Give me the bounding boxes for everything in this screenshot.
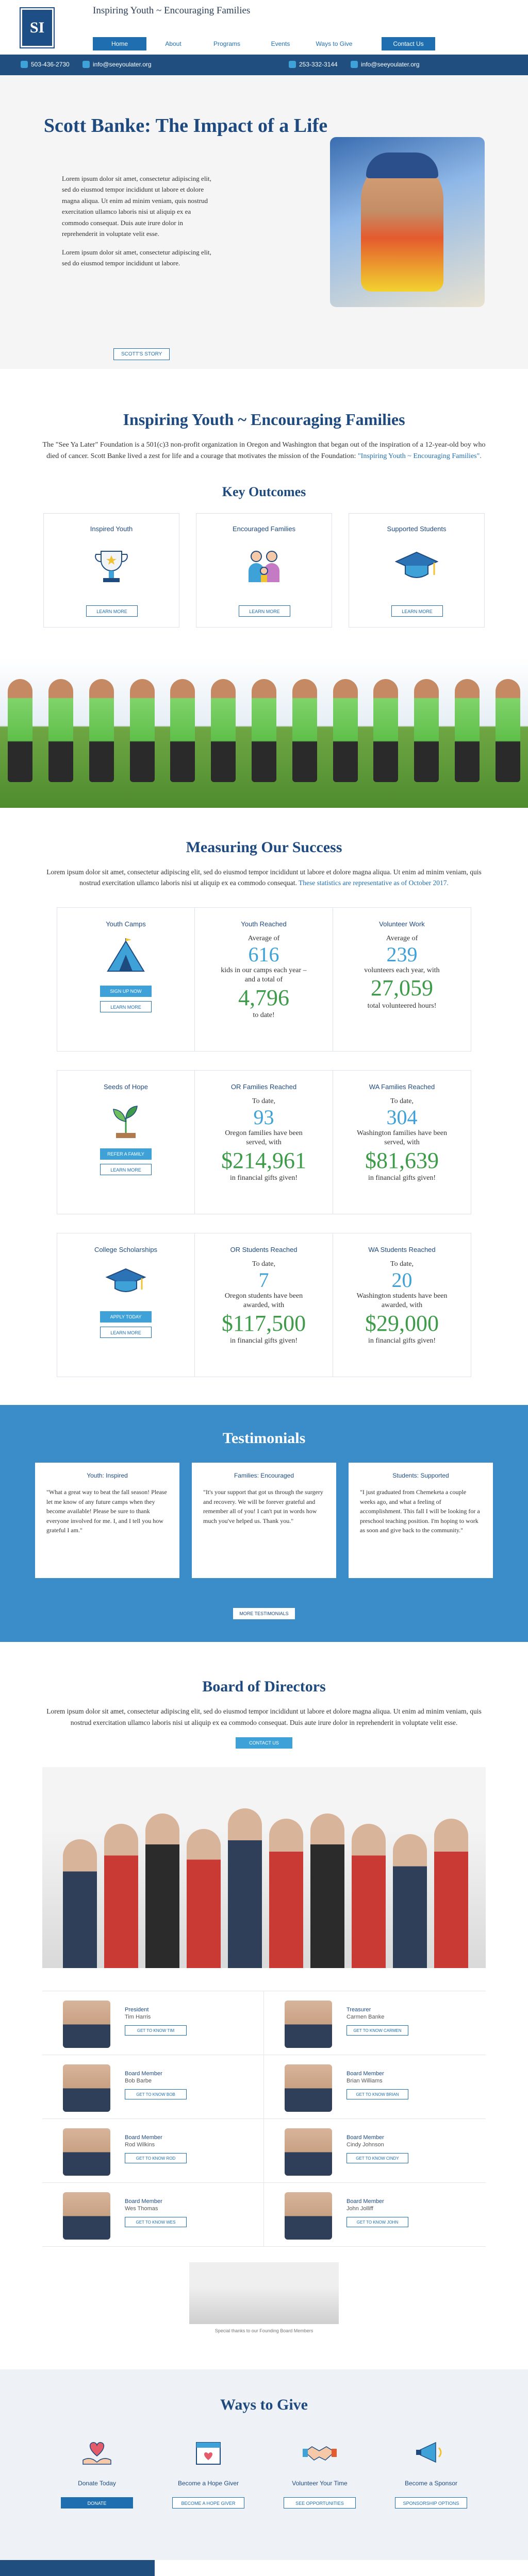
family-icon xyxy=(238,541,290,592)
graduation-cap-icon xyxy=(391,541,442,592)
oregon-email[interactable]: info@seeyoulater.org xyxy=(82,61,152,68)
contact-info-bar xyxy=(0,55,528,75)
stat-card: Volunteer Work Average of 239 volunteers each year, with 27,059 total volunteered hours! xyxy=(333,907,471,1052)
stats-row-youth-camps xyxy=(0,907,528,1052)
mission-title: Inspiring Youth ~ Encouraging Families xyxy=(123,410,405,429)
trophy-icon xyxy=(86,541,137,592)
learn-more-button[interactable]: LEARN MORE xyxy=(100,1327,152,1338)
calendar-heart-icon xyxy=(190,2434,226,2470)
board-title: Board of Directors xyxy=(202,1677,326,1695)
smart-giving-panel xyxy=(155,2560,528,2576)
board-section xyxy=(0,1642,528,2333)
signup-and-smart-giving xyxy=(0,2560,528,2576)
success-section xyxy=(0,808,528,1377)
get-to-know-button[interactable]: GET TO KNOW TIM xyxy=(125,2025,187,2036)
member-photo xyxy=(63,2192,110,2240)
testimonial-card: Students: Supported "I just graduated from Chemeketa a couple weeks ago, and what a feeling of accomplishment. This fall I will be looking for a preschool teaching position. I'm hoping to work as soon and give back to the community." xyxy=(349,1463,493,1578)
mail-icon xyxy=(82,61,90,68)
outcome-card-supported-students: Supported Students LEARN MORE xyxy=(349,513,485,628)
give-card-volunteer: Volunteer Your Time SEE OPPORTUNITIES xyxy=(273,2434,366,2509)
board-member: Board Member Brian Williams GET TO KNOW BRIAN xyxy=(264,2055,486,2119)
outcome-card-inspired-youth: Inspired Youth LEARN MORE xyxy=(43,513,179,628)
main-nav xyxy=(93,37,435,50)
donate-button[interactable]: DONATE xyxy=(61,2497,133,2509)
handshake-icon xyxy=(302,2434,338,2470)
mission-link[interactable]: "Inspiring Youth ~ Encouraging Families". xyxy=(357,452,482,461)
oregon-phone[interactable]: 503-436-2730 xyxy=(21,61,70,68)
board-member: Board Member Bob Barbe GET TO KNOW BOB xyxy=(42,2055,264,2119)
washington-phone[interactable]: 253-332-3144 xyxy=(289,61,338,68)
program-card: Seeds of Hope REFER A FAMILY LEARN MORE xyxy=(57,1070,195,1214)
hero-paragraph: Lorem ipsum dolor sit amet, consectetur adipiscing elit, sed do eiusmod tempor incididunt ut labore. xyxy=(62,248,211,267)
graduation-cap-icon xyxy=(103,1260,149,1306)
stat-card: WA Students Reached To date, 20 Washington students have been awarded, with $29,000 in financial gifts given! xyxy=(333,1233,471,1377)
member-photo xyxy=(285,2128,332,2176)
program-card: Youth Camps SIGN UP NOW LEARN MORE xyxy=(57,907,195,1052)
become-hope-giver-button[interactable]: BECOME A HOPE GIVER xyxy=(172,2497,244,2509)
get-to-know-button[interactable]: GET TO KNOW CINDY xyxy=(346,2153,408,2163)
stat-card: Youth Reached Average of 616 kids in our camps each year – and a total of 4,796 to date! xyxy=(195,907,333,1052)
get-to-know-button[interactable]: GET TO KNOW BRIAN xyxy=(346,2089,408,2099)
learn-more-button[interactable]: LEARN MORE xyxy=(100,1164,152,1175)
campers-photo xyxy=(0,658,528,808)
hero-section xyxy=(0,75,528,369)
site-header xyxy=(0,0,528,55)
board-member: President Tim Harris GET TO KNOW TIM xyxy=(42,1991,264,2055)
phone-icon xyxy=(289,61,296,68)
site-title: Inspiring Youth ~ Encouraging Families xyxy=(93,5,251,16)
refer-a-family-button[interactable]: REFER A FAMILY xyxy=(100,1148,152,1160)
nav-ways-to-give[interactable]: Ways to Give xyxy=(316,40,353,47)
outcome-card-encouraged-families: Encouraged Families LEARN MORE xyxy=(196,513,332,628)
stat-card: OR Students Reached To date, 7 Oregon students have been awarded, with $117,500 in financial gifts given! xyxy=(195,1233,333,1377)
more-testimonials-button[interactable]: MORE TESTIMONIALS xyxy=(233,1608,295,1619)
mission-text: The "See Ya Later" Foundation is a 501(c)3 non-profit organization in Oregon and Washington that began out of the inspiration of a 12-year-old boy who died of cancer. Scott Banke lived a zest for life and a courage that motivates the mission of the Foundation: "Inspiring Youth ~ Encouraging Families". xyxy=(42,441,486,461)
member-photo xyxy=(285,2001,332,2048)
member-photo xyxy=(63,2064,110,2112)
hero-photo xyxy=(330,137,485,307)
learn-more-button[interactable]: LEARN MORE xyxy=(86,605,138,617)
nav-programs[interactable]: Programs xyxy=(213,40,240,47)
mail-icon xyxy=(351,61,358,68)
sponsorship-options-button[interactable]: SPONSORSHIP OPTIONS xyxy=(395,2497,467,2509)
board-member: Board Member John Jolliff GET TO KNOW JOHN xyxy=(264,2183,486,2247)
learn-more-button[interactable]: LEARN MORE xyxy=(391,605,443,617)
board-text: Lorem ipsum dolor sit amet, consectetur adipiscing elit, sed do eiusmod tempor incididunt ut labore et dolore magna aliqua. Ut enim ad minim veniam, quis nostrud exercitation ullamco laboris nisi ut aliquip ex ea commodo consequat. Duis aute irure dolor in reprehenderit in voluptate velit esse. xyxy=(46,1707,482,1726)
seedling-icon xyxy=(103,1097,149,1143)
member-photo xyxy=(63,2128,110,2176)
member-photo xyxy=(285,2192,332,2240)
hero-copy xyxy=(62,173,217,276)
nav-home[interactable]: Home xyxy=(93,37,146,50)
testimonial-card: Youth: Inspired "What a great way to beat the fall season! Please let me know of any future camps when they become available! Please be sure to thank everyone involved for me. I, and I tell you how grateful I am." xyxy=(35,1463,179,1578)
nav-events[interactable]: Events xyxy=(271,40,290,47)
heart-hands-icon xyxy=(79,2434,115,2470)
success-text: Lorem ipsum dolor sit amet, consectetur adipiscing elit, sed do eiusmod tempor incididunt ut labore et dolore magna aliqua. Ut enim ad minim veniam, quis nostrud exercitation ullamco laboris nisi ut aliquip ex ea commodo consequat. These statistics are representative as of October 2017. xyxy=(46,868,482,887)
washington-email[interactable]: info@seeyoulater.org xyxy=(351,61,420,68)
get-to-know-button[interactable]: GET TO KNOW CARMEN xyxy=(346,2025,408,2036)
founding-board-caption: Special thanks to our Founding Board Members xyxy=(214,2328,314,2334)
member-photo xyxy=(285,2064,332,2112)
stats-row-college-scholarships xyxy=(0,1233,528,1377)
site-logo[interactable]: SI xyxy=(21,8,54,47)
nav-contact-us[interactable]: Contact Us xyxy=(382,37,435,50)
megaphone-icon xyxy=(413,2434,449,2470)
apply-today-button[interactable]: APPLY TODAY xyxy=(100,1311,152,1323)
founding-board-photo xyxy=(189,2262,339,2324)
phone-icon xyxy=(21,61,28,68)
stats-row-seeds-of-hope xyxy=(0,1070,528,1214)
camp-tent-icon xyxy=(103,934,149,980)
member-photo xyxy=(63,2001,110,2048)
see-opportunities-button[interactable]: SEE OPPORTUNITIES xyxy=(284,2497,356,2509)
scotts-story-button[interactable]: SCOTT'S STORY xyxy=(113,348,170,360)
hero-paragraph: Lorem ipsum dolor sit amet, consectetur adipiscing elit, sed do eiusmod tempor incididunt ut labore et dolore magna aliqua. Ut enim ad minim veniam, quis nostrud exercitation ullamco laboris nisi ut aliquip ex ea commodo consequat. Duis aute irure dolor in reprehenderit in voluptate velit esse. xyxy=(62,175,211,238)
board-group-photo xyxy=(42,1767,486,1968)
contact-us-button[interactable]: CONTACT US xyxy=(236,1737,292,1749)
get-to-know-button[interactable]: GET TO KNOW JOHN xyxy=(346,2217,408,2227)
give-card-sponsor: Become a Sponsor SPONSORSHIP OPTIONS xyxy=(385,2434,477,2509)
stat-card: WA Families Reached To date, 304 Washington families have been served, with $81,639 in financial gifts given! xyxy=(333,1070,471,1214)
nav-about[interactable]: About xyxy=(165,40,182,47)
statistics-note: These statistics are representative as of October 2017. xyxy=(299,879,449,887)
testimonial-card: Families: Encouraged "It's your support that got us through the surgery and recovery. We will be forever grateful and remember all of you! I can't put in words how much you've helped us. Thank you." xyxy=(192,1463,336,1578)
ways-to-give-section xyxy=(0,2369,528,2560)
learn-more-button[interactable]: LEARN MORE xyxy=(100,1001,152,1012)
board-member: Board Member Rod Wilkins GET TO KNOW ROD xyxy=(42,2119,264,2183)
give-card-donate: Donate Today DONATE xyxy=(51,2434,143,2509)
program-card: College Scholarships APPLY TODAY LEARN MORE xyxy=(57,1233,195,1377)
testimonials-title: Testimonials xyxy=(222,1429,306,1447)
testimonials-section xyxy=(0,1405,528,1642)
mission-section xyxy=(0,369,528,628)
signup-panel xyxy=(0,2560,155,2576)
get-to-know-button[interactable]: GET TO KNOW ROD xyxy=(125,2153,187,2163)
board-member: Board Member Cindy Johnson GET TO KNOW CINDY xyxy=(264,2119,486,2183)
outcomes-title: Key Outcomes xyxy=(222,484,306,499)
get-to-know-button[interactable]: GET TO KNOW BOB xyxy=(125,2089,187,2099)
board-members-list xyxy=(42,1991,486,2247)
success-title: Measuring Our Success xyxy=(186,838,342,856)
sign-up-now-button[interactable]: SIGN UP NOW xyxy=(100,986,152,997)
board-member: Board Member Wes Thomas GET TO KNOW WES xyxy=(42,2183,264,2247)
key-outcomes xyxy=(0,484,528,628)
get-to-know-button[interactable]: GET TO KNOW WES xyxy=(125,2217,187,2227)
hero-title: Scott Banke: The Impact of a Life xyxy=(43,115,328,137)
board-member: Treasurer Carmen Banke GET TO KNOW CARMEN xyxy=(264,1991,486,2055)
ways-to-give-title: Ways to Give xyxy=(220,2396,308,2414)
stat-card: OR Families Reached To date, 93 Oregon families have been served, with $214,961 in financial gifts given! xyxy=(195,1070,333,1214)
learn-more-button[interactable]: LEARN MORE xyxy=(239,605,290,617)
give-card-hope-giver: Become a Hope Giver BECOME A HOPE GIVER xyxy=(162,2434,255,2509)
